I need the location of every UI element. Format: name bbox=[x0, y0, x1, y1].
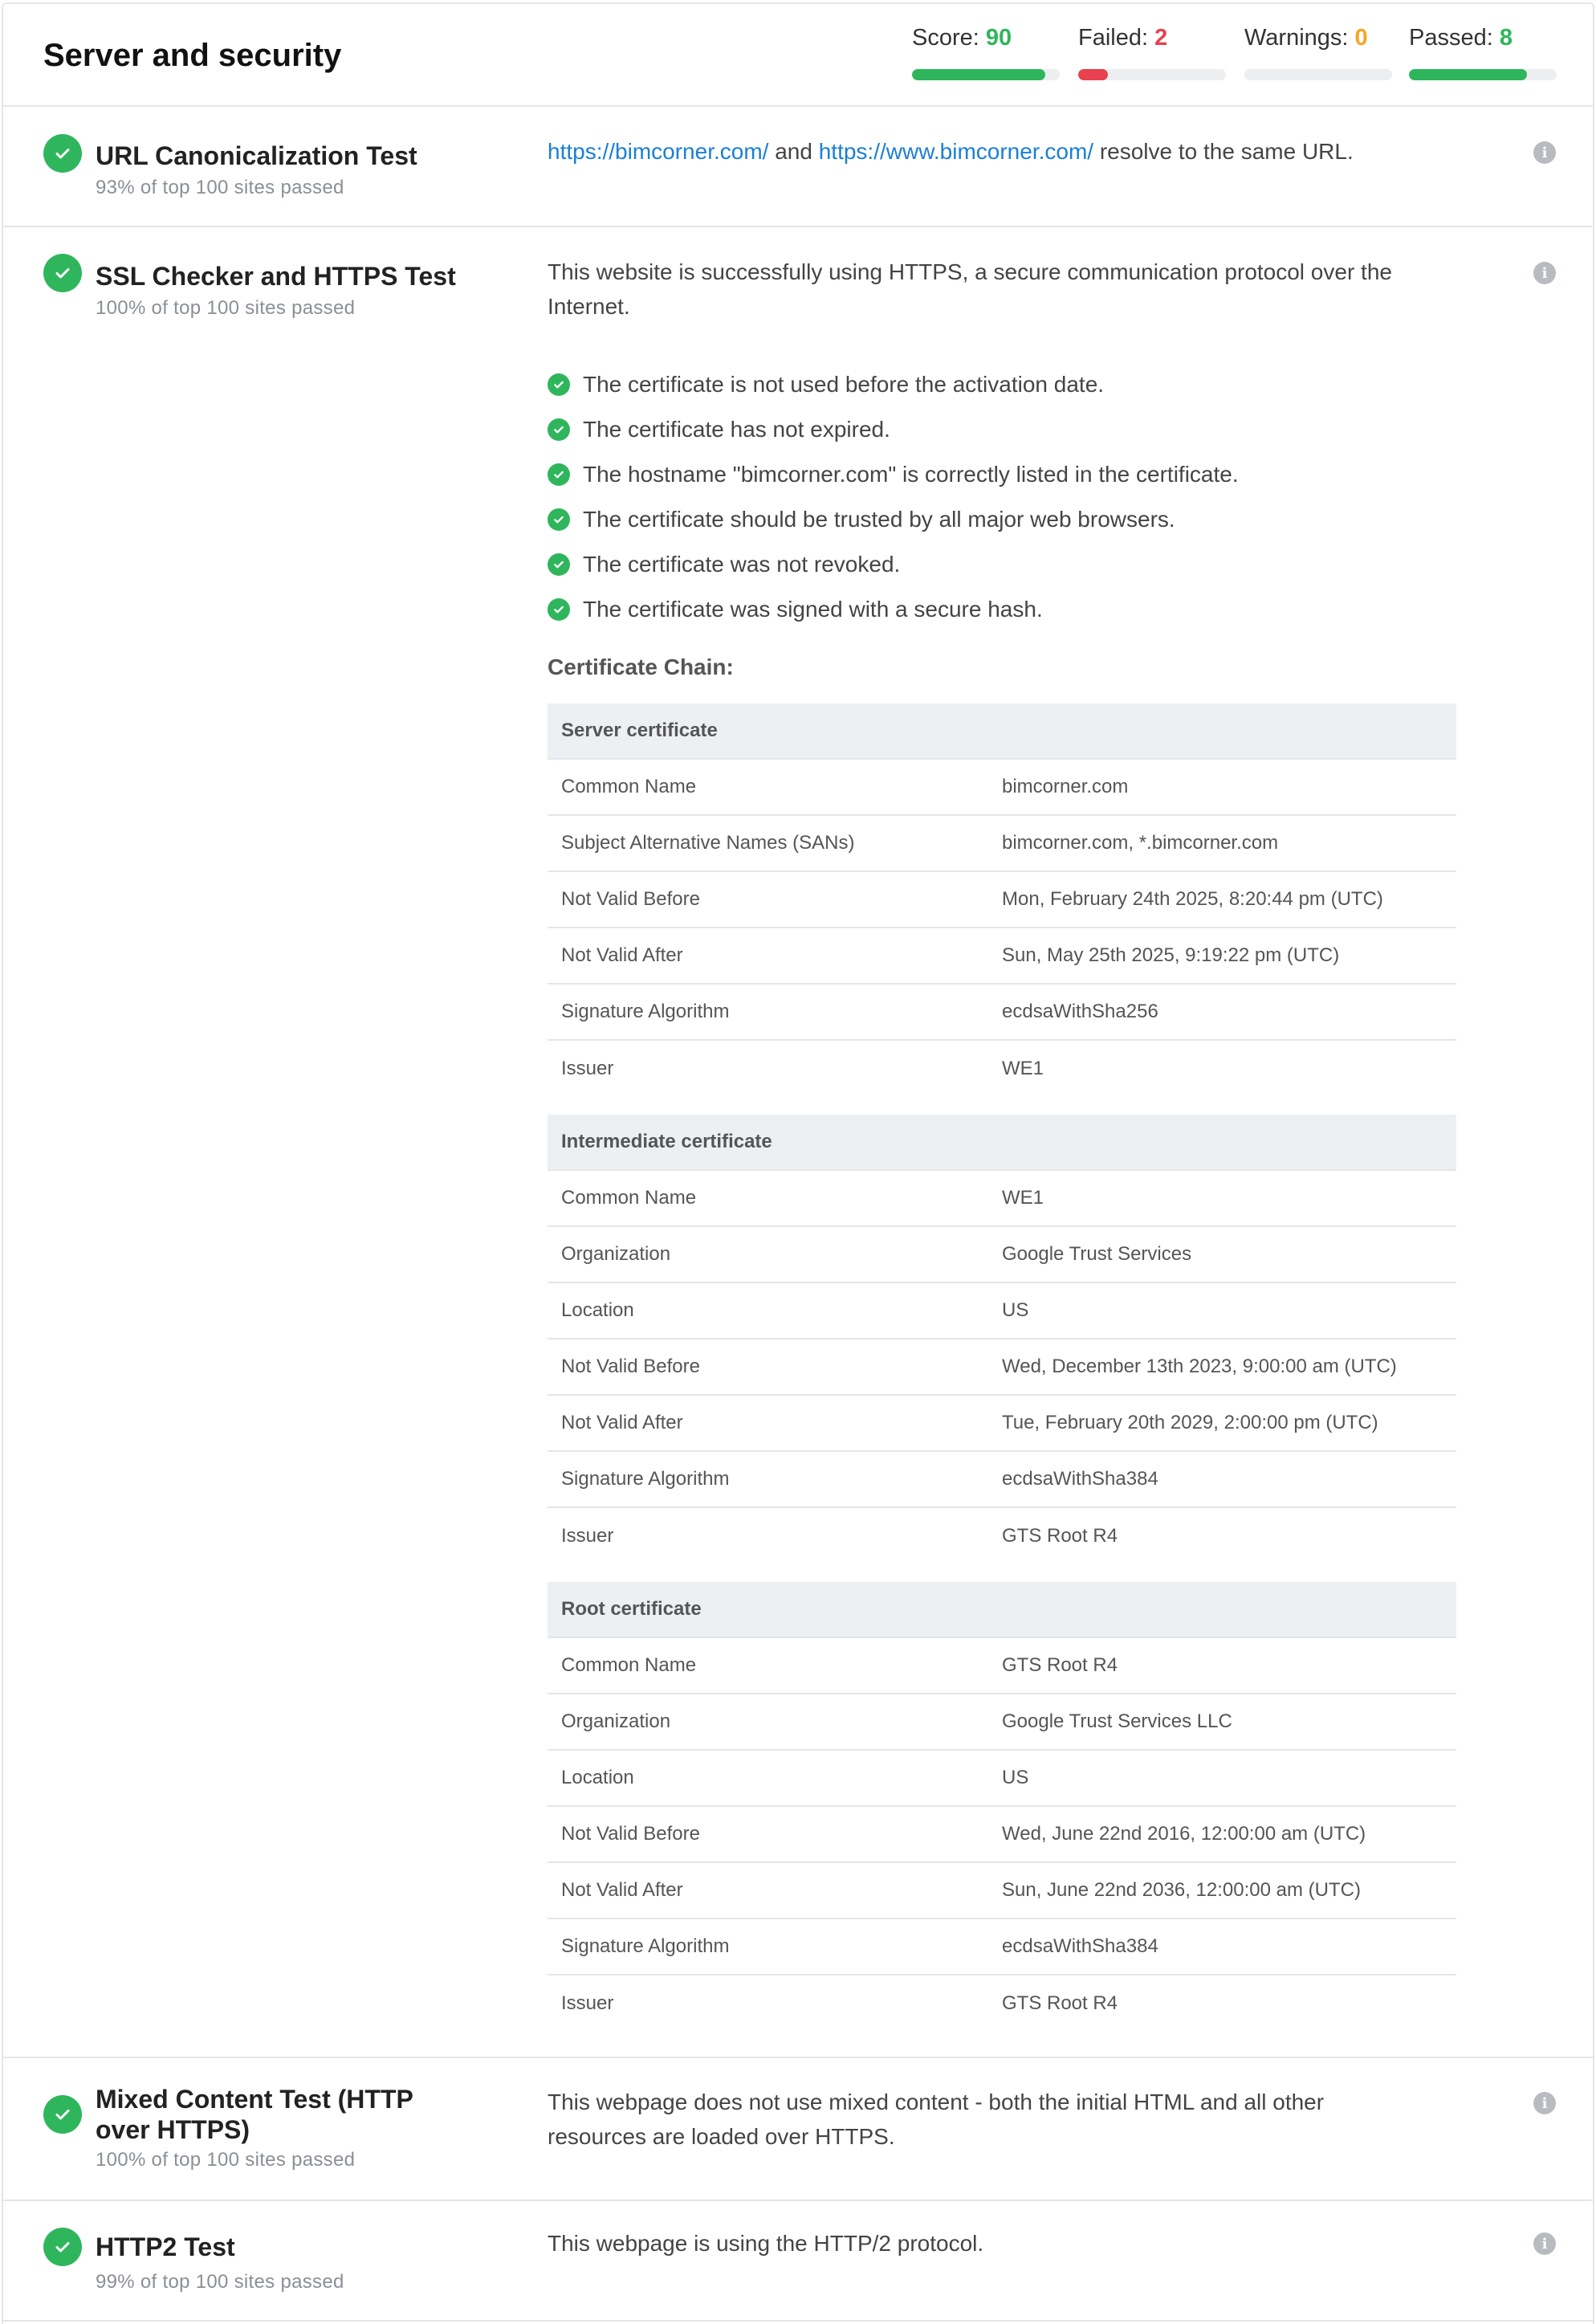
server-security-panel bbox=[2, 2, 1594, 2324]
cert-value: US bbox=[1002, 1767, 1029, 1788]
server-certificate-table bbox=[548, 703, 1456, 1097]
cert-key: Signature Algorithm bbox=[561, 1001, 730, 1022]
table-row bbox=[548, 1396, 1456, 1452]
desc-text: resolve to the same URL. bbox=[1093, 139, 1354, 164]
cert-key: Not Valid After bbox=[561, 1879, 683, 1901]
table-row bbox=[548, 1919, 1456, 1975]
test-description bbox=[548, 134, 1479, 169]
test-description: This webpage is using the HTTP/2 protocol. bbox=[548, 2231, 984, 2256]
certificate-chain-title: Certificate Chain: bbox=[548, 654, 734, 679]
cert-value: GTS Root R4 bbox=[1002, 1992, 1118, 2014]
cert-value: US bbox=[1002, 1299, 1029, 1321]
table-row bbox=[548, 872, 1456, 928]
cert-key: Location bbox=[561, 1767, 634, 1788]
check-circle-icon bbox=[43, 134, 82, 173]
cert-key: Issuer bbox=[561, 1992, 614, 2014]
stat-passed bbox=[1409, 25, 1513, 89]
info-icon[interactable]: i bbox=[1533, 262, 1556, 284]
passed-bar bbox=[1409, 69, 1557, 80]
check-circle-icon bbox=[43, 2095, 82, 2134]
test-pass-rate: 100% of top 100 sites passed bbox=[96, 297, 356, 319]
table-row bbox=[548, 1751, 1456, 1807]
stat-label: Warnings: bbox=[1244, 25, 1349, 51]
table-row bbox=[548, 985, 1456, 1041]
table-row bbox=[548, 1283, 1456, 1339]
cert-key: Common Name bbox=[561, 1654, 697, 1676]
canonical-link-2[interactable]: https://www.bimcorner.com/ bbox=[818, 139, 1094, 164]
table-heading: Server certificate bbox=[548, 703, 1456, 760]
root-certificate-table bbox=[548, 1582, 1456, 2032]
check-circle-icon bbox=[548, 373, 570, 396]
check-circle-icon bbox=[43, 254, 82, 292]
table-row bbox=[548, 1227, 1456, 1283]
check-text: The certificate has not expired. bbox=[583, 417, 890, 442]
stat-value: 2 bbox=[1154, 25, 1168, 51]
table-heading: Intermediate certificate bbox=[548, 1115, 1456, 1171]
test-row-mixed-content bbox=[3, 2058, 1593, 2201]
check-text: The hostname "bimcorner.com" is correctly listed in the certificate. bbox=[583, 462, 1239, 487]
cert-key: Not Valid Before bbox=[561, 888, 700, 910]
test-description: This website is successfully using HTTPS, a secure communication protocol over the Internet. bbox=[548, 259, 1392, 319]
stat-score bbox=[912, 25, 1012, 89]
stat-failed bbox=[1078, 25, 1167, 89]
cert-value: Sun, June 22nd 2036, 12:00:00 am (UTC) bbox=[1002, 1879, 1361, 1901]
info-icon[interactable]: i bbox=[1533, 2092, 1556, 2114]
test-title: URL Canonicalization Test bbox=[96, 141, 417, 170]
check-text: The certificate was not revoked. bbox=[583, 552, 901, 577]
table-row bbox=[548, 1638, 1456, 1694]
cert-value: bimcorner.com bbox=[1002, 776, 1129, 797]
cert-key: Not Valid After bbox=[561, 944, 683, 966]
table-heading: Root certificate bbox=[548, 1582, 1456, 1638]
test-title: HTTP2 Test bbox=[96, 2232, 235, 2261]
table-row bbox=[548, 1975, 1456, 2032]
table-row bbox=[548, 1041, 1456, 1097]
cert-value: WE1 bbox=[1002, 1058, 1044, 1079]
stat-value: 90 bbox=[985, 25, 1012, 51]
cert-key: Common Name bbox=[561, 776, 697, 797]
cert-value: Sun, May 25th 2025, 9:19:22 pm (UTC) bbox=[1002, 944, 1340, 966]
cert-value: ecdsaWithSha256 bbox=[1002, 1001, 1158, 1022]
check-circle-icon bbox=[43, 2228, 82, 2266]
list-item bbox=[548, 452, 1239, 497]
table-row bbox=[548, 1171, 1456, 1227]
list-item bbox=[548, 497, 1239, 542]
test-pass-rate: 93% of top 100 sites passed bbox=[96, 177, 344, 198]
stat-label: Failed: bbox=[1078, 25, 1149, 51]
check-circle-icon bbox=[548, 508, 570, 531]
test-row-http2 bbox=[3, 2201, 1593, 2322]
cert-key: Subject Alternative Names (SANs) bbox=[561, 832, 855, 854]
stat-label: Passed: bbox=[1409, 25, 1493, 51]
list-item bbox=[548, 542, 1239, 587]
cert-key: Signature Algorithm bbox=[561, 1468, 730, 1490]
test-pass-rate: 99% of top 100 sites passed bbox=[96, 2271, 344, 2293]
cert-value: GTS Root R4 bbox=[1002, 1525, 1118, 1547]
cert-value: Google Trust Services bbox=[1002, 1243, 1192, 1265]
list-item bbox=[548, 362, 1239, 407]
test-description: This webpage does not use mixed content - both the initial HTML and all other resources are loaded over HTTPS. bbox=[548, 2090, 1325, 2149]
cert-key: Not Valid After bbox=[561, 1412, 683, 1433]
cert-key: Location bbox=[561, 1299, 634, 1321]
cert-value: Wed, December 13th 2023, 9:00:00 am (UTC) bbox=[1002, 1356, 1397, 1377]
stat-warnings bbox=[1244, 25, 1368, 89]
cert-key: Issuer bbox=[561, 1525, 614, 1547]
check-circle-icon bbox=[548, 553, 570, 576]
stat-value: 0 bbox=[1354, 25, 1368, 51]
info-icon[interactable]: i bbox=[1533, 2232, 1556, 2255]
table-row bbox=[548, 1339, 1456, 1396]
cert-key: Signature Algorithm bbox=[561, 1935, 730, 1957]
cert-key: Issuer bbox=[561, 1058, 614, 1079]
table-row bbox=[548, 816, 1456, 872]
section-header bbox=[3, 4, 1593, 107]
cert-value: Mon, February 24th 2025, 8:20:44 pm (UTC) bbox=[1002, 888, 1383, 910]
table-row bbox=[548, 1863, 1456, 1919]
test-pass-rate: 100% of top 100 sites passed bbox=[96, 2149, 356, 2171]
intermediate-certificate-table bbox=[548, 1115, 1456, 1564]
cert-key: Organization bbox=[561, 1710, 671, 1732]
table-row bbox=[548, 1807, 1456, 1863]
info-icon[interactable]: i bbox=[1533, 141, 1556, 164]
check-circle-icon bbox=[548, 598, 570, 621]
check-text: The certificate should be trusted by all major web browsers. bbox=[583, 507, 1175, 532]
desc-text: and bbox=[768, 139, 819, 164]
test-row-url-canonicalization bbox=[3, 107, 1593, 227]
cert-value: Google Trust Services LLC bbox=[1002, 1710, 1232, 1732]
test-title: Mixed Content Test (HTTP over HTTPS) bbox=[96, 2085, 413, 2144]
cert-key: Not Valid Before bbox=[561, 1823, 700, 1845]
check-text: The certificate was signed with a secure hash. bbox=[583, 597, 1043, 622]
table-row bbox=[548, 928, 1456, 985]
cert-key: Organization bbox=[561, 1243, 671, 1265]
score-bar bbox=[912, 69, 1060, 80]
section-title: Server and security bbox=[43, 38, 342, 73]
table-row bbox=[548, 1694, 1456, 1751]
list-item bbox=[548, 407, 1239, 452]
check-circle-icon bbox=[548, 463, 570, 486]
table-row bbox=[548, 1508, 1456, 1564]
test-title: SSL Checker and HTTPS Test bbox=[96, 262, 456, 291]
check-text: The certificate is not used before the activation date. bbox=[583, 372, 1105, 397]
ssl-checklist bbox=[548, 362, 1239, 632]
cert-key: Not Valid Before bbox=[561, 1356, 700, 1377]
stat-value: 8 bbox=[1499, 25, 1513, 51]
check-circle-icon bbox=[548, 418, 570, 441]
cert-value: Tue, February 20th 2029, 2:00:00 pm (UTC) bbox=[1002, 1412, 1378, 1433]
cert-value: bimcorner.com, *.bimcorner.com bbox=[1002, 832, 1279, 854]
cert-value: GTS Root R4 bbox=[1002, 1654, 1118, 1676]
cert-value: WE1 bbox=[1002, 1187, 1044, 1209]
table-row bbox=[548, 760, 1456, 816]
stat-label: Score: bbox=[912, 25, 979, 51]
cert-value: ecdsaWithSha384 bbox=[1002, 1935, 1158, 1957]
cert-value: ecdsaWithSha384 bbox=[1002, 1468, 1158, 1490]
failed-bar bbox=[1078, 69, 1226, 80]
list-item bbox=[548, 587, 1239, 632]
warnings-bar bbox=[1244, 69, 1392, 80]
canonical-link-1[interactable]: https://bimcorner.com/ bbox=[548, 139, 769, 164]
table-row bbox=[548, 1452, 1456, 1508]
cert-key: Common Name bbox=[561, 1187, 697, 1209]
cert-value: Wed, June 22nd 2016, 12:00:00 am (UTC) bbox=[1002, 1823, 1366, 1845]
